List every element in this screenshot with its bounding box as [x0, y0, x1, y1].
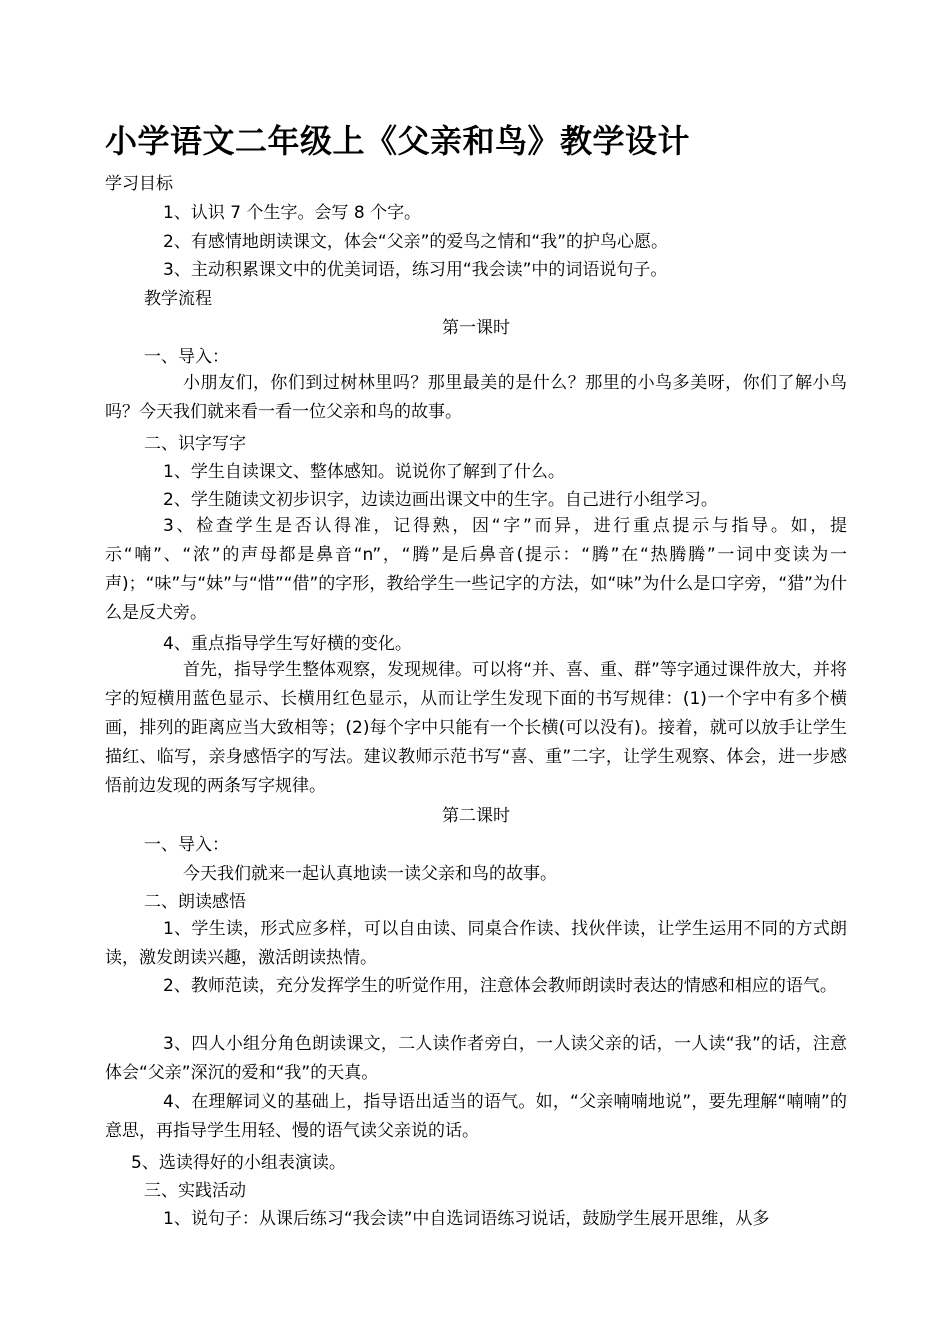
objective-item: 3、主动积累课文中的优美词语，练习用“我会读”中的词语说句子。 [163, 260, 668, 280]
lesson1-literacy-item-3: 3、检查学生是否认得准，记得熟，因“字”而异，进行重点提示与指导。如，提示“喃”、“浓”的声母都是鼻音“n”，“腾”是后鼻音(提示：“腾”在“热腾腾”一词中变读为一声)；“味”与“妹”与“惜”“借”的字形，教给学生一些记字的方法，如“味”为什么是口字旁，“猎”为什么是反犬旁。 [105, 516, 847, 623]
lesson2-reading-heading: 二、朗读感悟 [144, 892, 246, 912]
lesson1-literacy-item: 2、学生随读文初步识字，边读边画出课文中的生字。自己进行小组学习。 [163, 490, 718, 510]
lesson1-literacy-item: 1、学生自读课文、整体感知。说说你了解到了什么。 [163, 462, 565, 482]
objective-item: 1、认识 7 个生字。会写 8 个字。 [163, 203, 422, 223]
document-title: 小学语文二年级上《父亲和鸟》教学设计 [105, 122, 691, 160]
lesson1-literacy-heading: 二、识字写字 [144, 434, 246, 454]
objective-item: 2、有感情地朗读课文，体会“父亲”的爱鸟之情和“我”的护鸟心愿。 [163, 232, 669, 252]
lesson2-reading-item: 2、教师范读，充分发挥学生的听觉作用，注意体会教师朗读时表达的情感和相应的语气。 [163, 976, 837, 996]
lesson2-title: 第二课时 [442, 806, 510, 826]
lesson1-literacy-item-4: 4、重点指导学生写好横的变化。 [163, 634, 412, 654]
lesson1-intro-text: 小朋友们，你们到过树林里吗？那里最美的是什么？那里的小鸟多美呀，你们了解小鸟吗？今天我们就来看一看一位父亲和鸟的故事。 [105, 373, 847, 422]
lesson2-reading-item: 1、学生读，形式应多样，可以自由读、同桌合作读、找伙伴读，让学生运用不同的方式朗读，激发朗读兴趣，激活朗读热情。 [105, 919, 847, 968]
lesson2-practice-heading: 三、实践活动 [144, 1181, 246, 1201]
objectives-heading: 学习目标 [105, 174, 173, 194]
lesson2-reading-item: 3、四人小组分角色朗读课文，二人读作者旁白，一人读父亲的话，一人读“我”的话，注意体会“父亲”深沉的爱和“我”的天真。 [105, 1034, 847, 1083]
flow-heading: 教学流程 [144, 289, 212, 309]
lesson2-reading-item-5: 5、选读得好的小组表演读。 [131, 1153, 346, 1173]
lesson2-practice-item: 1、说句子：从课后练习“我会读”中自选词语练习说话，鼓励学生展开思维，从多 [163, 1209, 770, 1229]
lesson1-title: 第一课时 [442, 318, 510, 338]
lesson2-reading-item: 4、在理解词义的基础上，指导语出适当的语气。如，“父亲喃喃地说”，要先理解“喃喃”的意思，再指导学生用轻、慢的语气读父亲说的话。 [105, 1092, 847, 1141]
lesson1-writing-text: 首先，指导学生整体观察，发现规律。可以将“并、喜、重、群”等字通过课件放大，并将字的短横用蓝色显示、长横用红色显示，从而让学生发现下面的书写规律：(1)一个字中有多个横画，排列的距离应当大致相等；(2)每个字中只能有一个长横(可以没有)。接着，就可以放手让学生描红、临写，亲身感悟字的写法。建议教师示范书写“喜、重”二字，让学生观察、体会，进一步感悟前边发现的两条写字规律。 [105, 660, 847, 796]
lesson2-intro-heading: 一、导入： [144, 835, 229, 855]
lesson2-intro-text: 今天我们就来一起认真地读一读父亲和鸟的故事。 [183, 864, 557, 884]
lesson1-intro-heading: 一、导入： [144, 347, 229, 367]
